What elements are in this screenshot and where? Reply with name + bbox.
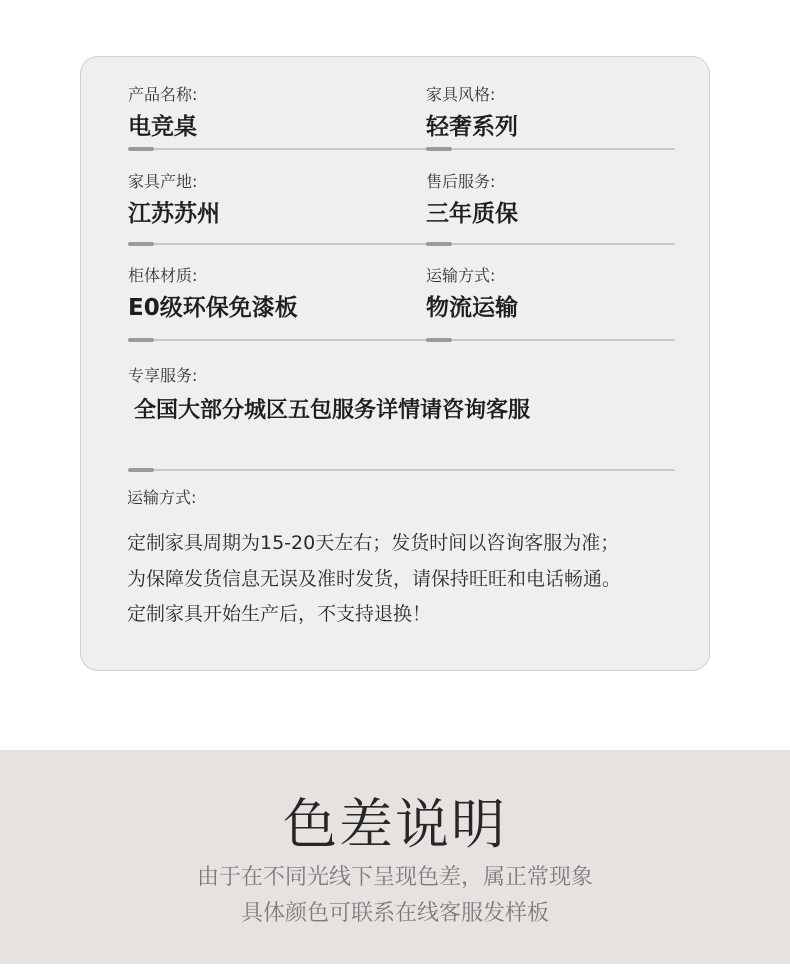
color-difference-title: 色差说明 <box>283 793 507 856</box>
color-difference-section <box>0 750 790 964</box>
field-value: 三年质保 <box>426 201 518 227</box>
shipping-note-line: 定制家具周期为15-20天左右；发货时间以咨询客服为准； <box>127 532 620 554</box>
field-label: 售后服务: <box>426 172 496 191</box>
shipping-note-line: 定制家具开始生产后，不支持退换！ <box>127 603 432 625</box>
row-divider <box>128 243 675 245</box>
field-value: 电竞桌 <box>128 114 197 140</box>
divider-marker <box>128 338 154 342</box>
divider-marker <box>128 468 154 472</box>
field-value: 江苏苏州 <box>128 201 220 227</box>
row-divider <box>128 148 675 150</box>
shipping-note-label: 运输方式: <box>127 488 197 507</box>
product-spec-card <box>80 56 710 671</box>
color-difference-line: 由于在不同光线下呈现色差，属正常现象 <box>196 865 593 890</box>
row-divider <box>128 469 675 471</box>
divider-marker <box>128 147 154 151</box>
divider-marker <box>426 147 452 151</box>
field-value: 物流运输 <box>426 295 518 321</box>
field-label: 产品名称: <box>128 85 198 104</box>
field-label: 专享服务: <box>128 366 198 385</box>
field-label: 柜体材质: <box>128 266 198 285</box>
divider-marker <box>426 338 452 342</box>
field-value: 轻奢系列 <box>426 114 518 140</box>
row-divider <box>128 339 675 341</box>
field-label: 运输方式: <box>426 266 496 285</box>
field-label: 家具风格: <box>426 85 496 104</box>
color-difference-line: 具体颜色可联系在线客服发样板 <box>240 901 549 926</box>
field-label: 家具产地: <box>128 172 198 191</box>
field-value: E0级环保免漆板 <box>128 295 298 321</box>
shipping-note-line: 为保障发货信息无误及准时发货，请保持旺旺和电话畅通。 <box>127 568 622 590</box>
field-value: 全国大部分城区五包服务详情请咨询客服 <box>134 398 531 423</box>
divider-marker <box>128 242 154 246</box>
divider-marker <box>426 242 452 246</box>
